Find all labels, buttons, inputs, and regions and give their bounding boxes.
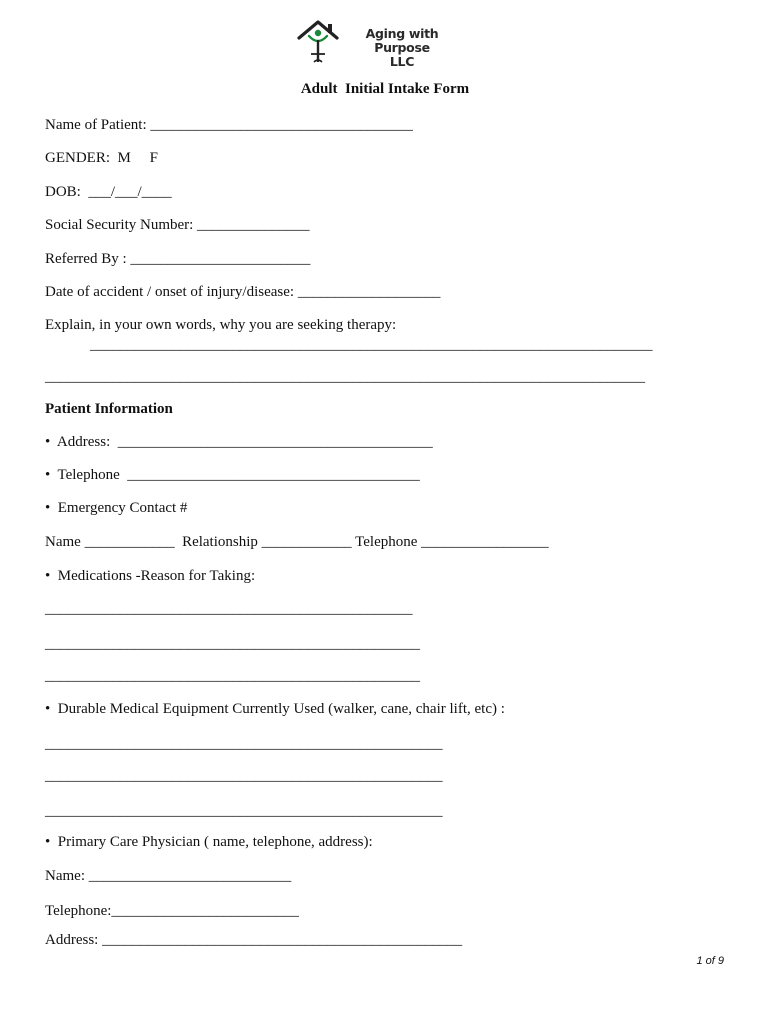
logo-line1: Aging with Purpose [365,26,439,55]
ssn-field[interactable]: Social Security Number: _______________ [45,217,310,233]
name-of-patient-field[interactable]: Name of Patient: ___________________________________ [45,117,413,133]
emergency-contact-row[interactable]: Name ____________ Relationship ____________ Telephone _________________ [45,534,549,550]
form-title: Adult Initial Intake Form [300,81,470,97]
dme-line-3[interactable]: _____________________________________________________ [45,803,443,819]
dme-line-2[interactable]: _____________________________________________________ [45,768,443,784]
medications-line-2[interactable]: __________________________________________________ [45,636,420,652]
pcp-address-field[interactable]: Address: ________________________________________________ [45,932,463,948]
medications-line-3[interactable]: __________________________________________________ [45,668,420,684]
gender-field[interactable]: GENDER: M F [45,150,158,166]
telephone-field[interactable]: • Telephone _______________________________________ [45,467,420,483]
company-logo [296,18,466,69]
address-field[interactable]: • Address: __________________________________________ [45,434,433,450]
explain-line-1[interactable]: ___________________________________________________________________________ [90,337,653,353]
pcp-telephone-field[interactable]: Telephone:_________________________ [45,903,299,919]
explain-line-2[interactable]: ________________________________________________________________________________ [45,369,645,385]
pcp-label: • Primary Care Physician ( name, telephone, address): [45,834,373,850]
explain-label: Explain, in your own words, why you are seeking therapy: [45,317,397,333]
dme-label: • Durable Medical Equipment Currently Used (walker, cane, chair lift, etc) : [45,701,505,717]
date-of-accident-field[interactable]: Date of accident / onset of injury/disease: ___________________ [45,284,441,300]
logo-line2: LLC [389,54,415,69]
logo-text [338,27,466,69]
house-person-icon [296,18,340,64]
page-number: 1 of 9 [696,955,724,967]
medications-line-1[interactable]: _________________________________________________ [45,601,413,617]
emergency-contact-label: • Emergency Contact # [45,500,188,516]
patient-information-heading: Patient Information [45,401,173,417]
referred-by-field[interactable]: Referred By : ________________________ [45,251,311,267]
pcp-name-field[interactable]: Name: ___________________________ [45,868,292,884]
dob-field[interactable]: DOB: ___/___/____ [45,184,172,200]
medications-label: • Medications -Reason for Taking: [45,568,256,584]
dme-line-1[interactable]: _____________________________________________________ [45,736,443,752]
